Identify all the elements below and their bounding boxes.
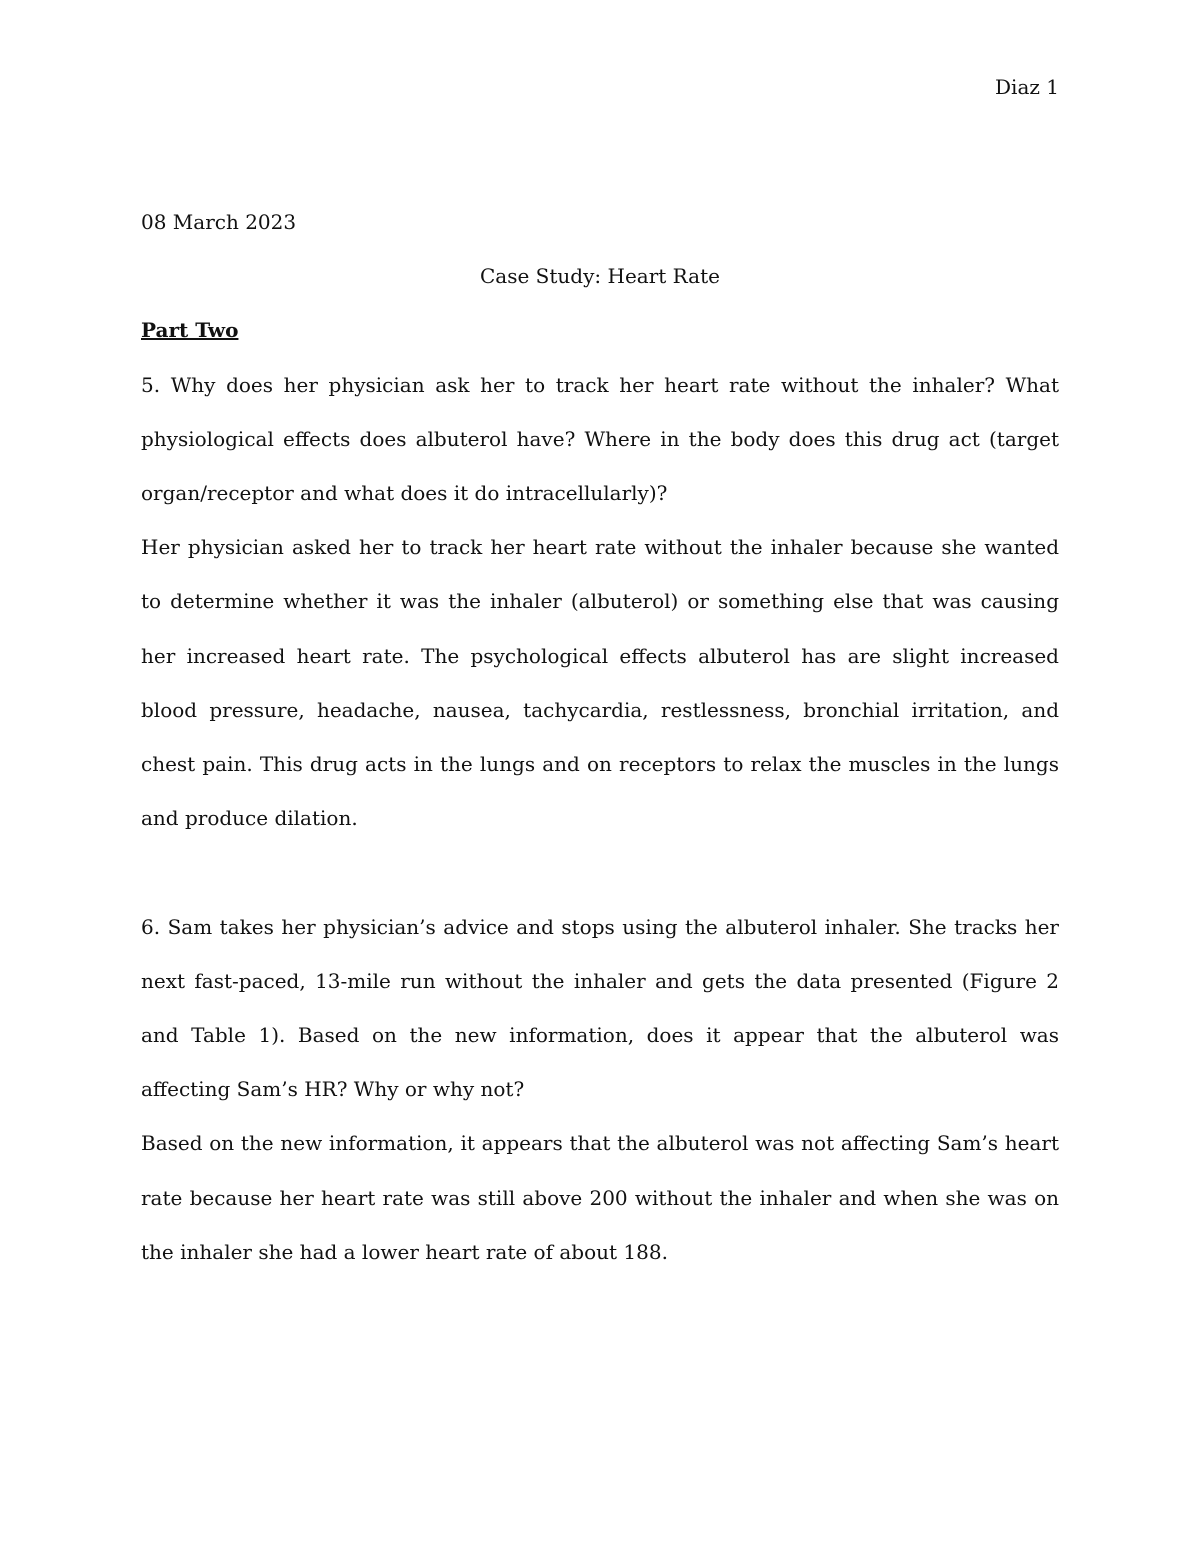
paragraph-spacer [141,845,1059,899]
answer-5: Her physician asked her to track her heart rate without the inhaler because she wanted to determine whether it was the inhaler (albuterol) or something else that was causing her increased heart rate. The psychological effects albuterol has are slight increased blood pressure, headache, nausea, tachycardia, restlessness, bronchial irritation, and chest pain. This drug acts in the lungs and on receptors to relax the muscles in the lungs and produce dilation. [141,535,1059,831]
answer-6: Based on the new information, it appears that the albuterol was not affecting Sam’s heart rate because her heart rate was still above 200 without the inhaler and when she was on the inhaler she had a lower heart rate of about 188. [141,1131,1059,1264]
document-title: Case Study: Heart Rate [480,264,720,289]
section-heading: Part Two [141,318,239,343]
running-head: Diaz 1 [995,75,1059,99]
question-6: 6. Sam takes her physician’s advice and stops using the albuterol inhaler. She tracks her next fast-paced, 13-mile run without the inhaler and gets the data presented (Figure 2 and Table 1). Based on the new information, does it appear that the albuterol was affecting Sam’s HR? Why or why not? [141,914,1059,1102]
question-5: 5. Why does her physician ask her to track her heart rate without the inhaler? What physiological effects does albuterol have? Where in the body does this drug act (target organ/receptor and what does it do intracellularly)? [141,372,1059,506]
document-body [141,195,1059,1279]
document-date: 08 March 2023 [141,210,297,234]
